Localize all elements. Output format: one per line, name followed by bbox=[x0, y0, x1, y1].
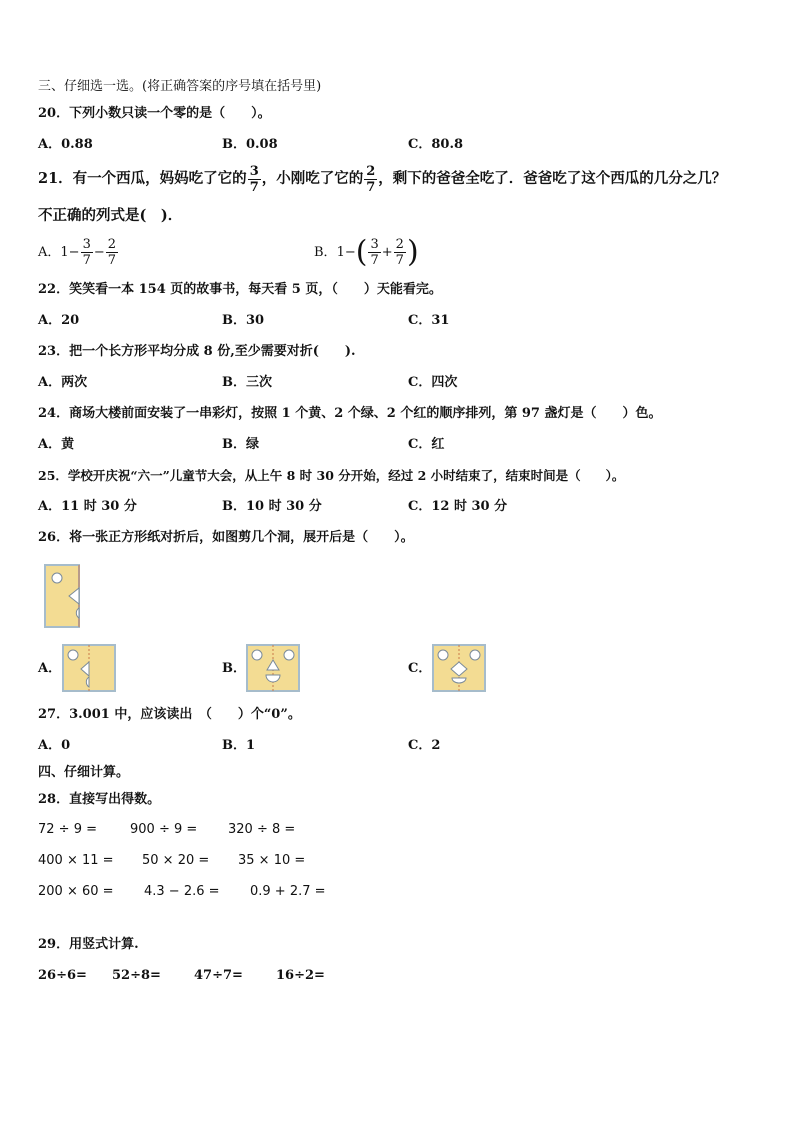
q21-option-b[interactable] bbox=[314, 236, 419, 270]
q21-b-label: B． bbox=[314, 245, 337, 260]
q21-a-minus2: − bbox=[93, 245, 105, 260]
q28-r2-c2: 50 × 20 = bbox=[142, 853, 210, 868]
q26-option-b[interactable]: B． bbox=[222, 661, 246, 676]
q21-fraction-2 bbox=[364, 165, 377, 194]
q28-r3-c3: 0.9 + 2.7 = bbox=[250, 884, 326, 899]
q23-option-a[interactable]: A．两次 bbox=[38, 375, 88, 390]
q27-option-a[interactable]: A．0 bbox=[38, 738, 71, 753]
q21-a-frac1-num: 3 bbox=[82, 237, 91, 252]
q21-fraction-1 bbox=[248, 165, 261, 194]
q28-r2-c1: 400 × 11 = bbox=[38, 853, 114, 868]
q21-a-frac2-num: 2 bbox=[107, 237, 117, 252]
q22-option-b[interactable]: B．30 bbox=[222, 313, 265, 328]
q20-option-a[interactable]: A．0.88 bbox=[38, 137, 93, 152]
q21-frac2-den: 7 bbox=[366, 179, 376, 195]
q21-a-frac2-den: 7 bbox=[107, 253, 117, 268]
q25-option-c[interactable]: C．12 时 30 分 bbox=[408, 499, 508, 514]
q28-r3-c2: 4.3 − 2.6 = bbox=[144, 884, 220, 899]
q27-text: 27．3.001 中，应该读出 （ ）个“0”。 bbox=[38, 707, 301, 722]
q21-b-lparen: ( bbox=[355, 234, 368, 270]
q26-option-c-figure[interactable] bbox=[432, 644, 486, 692]
q29-item-2: 52÷8= bbox=[112, 968, 161, 983]
q20-option-b[interactable]: B．0.08 bbox=[222, 137, 278, 152]
q26-text: 26．将一张正方形纸对折后，如图剪几个洞，展开后是（ ）。 bbox=[38, 530, 414, 545]
q21-a-frac1-den: 7 bbox=[82, 253, 91, 268]
folded-paper-figure bbox=[44, 564, 82, 630]
q29-item-1: 26÷6= bbox=[38, 968, 87, 983]
q21-option-a[interactable] bbox=[38, 236, 119, 270]
q21-a-frac2 bbox=[106, 238, 118, 267]
q23-text: 23．把一个长方形平均分成 8 份,至少需要对折( ). bbox=[38, 344, 356, 359]
q21-frac2-num: 2 bbox=[366, 163, 376, 179]
q26-option-b-figure[interactable] bbox=[246, 644, 300, 692]
q21-text bbox=[38, 164, 726, 194]
q20-option-c[interactable]: C．80.8 bbox=[408, 137, 464, 152]
q28-r2-c3: 35 × 10 = bbox=[238, 853, 306, 868]
q21-b-frac2-num: 2 bbox=[395, 237, 404, 252]
q22-text: 22．笑笑看一本 154 页的故事书，每天看 5 页，（ ）天能看完。 bbox=[38, 282, 442, 297]
q24-option-c[interactable]: C．红 bbox=[408, 437, 445, 452]
q23-option-b[interactable]: B．三次 bbox=[222, 375, 272, 390]
q21-b-rparen: ) bbox=[406, 234, 419, 270]
q21-text-part1: 21．有一个西瓜，妈妈吃了它的 bbox=[38, 170, 247, 187]
q24-text: 24．商场大楼前面安装了一串彩灯，按照 1 个黄、2 个绿、2 个红的顺序排列，第 97 盏灯是（ ）色。 bbox=[38, 406, 662, 421]
q21-frac1-den: 7 bbox=[249, 179, 259, 195]
section3-title: 三、仔细选一选。(将正确答案的序号填在括号里) bbox=[38, 79, 322, 94]
q21-a-label: A． bbox=[38, 245, 61, 260]
q25-option-b[interactable]: B．10 时 30 分 bbox=[222, 499, 322, 514]
q26-option-a-figure[interactable] bbox=[62, 644, 116, 692]
q28-r1-c2: 900 ÷ 9 = bbox=[130, 822, 198, 837]
q24-option-b[interactable]: B．绿 bbox=[222, 437, 259, 452]
q23-option-c[interactable]: C．四次 bbox=[408, 375, 458, 390]
q27-option-c[interactable]: C．2 bbox=[408, 738, 441, 753]
q20-text: 20．下列小数只读一个零的是（ ）。 bbox=[38, 106, 271, 121]
q21-a-minus1: − bbox=[68, 245, 80, 260]
q21-b-minus: − bbox=[344, 245, 356, 260]
q22-option-c[interactable]: C．31 bbox=[408, 313, 450, 328]
q28-r3-c1: 200 × 60 = bbox=[38, 884, 114, 899]
q29-item-3: 47÷7= bbox=[194, 968, 243, 983]
q26-option-a[interactable]: A． bbox=[38, 661, 62, 676]
q28-r1-c3: 320 ÷ 8 = bbox=[228, 822, 296, 837]
q26-option-c[interactable]: C． bbox=[408, 661, 432, 676]
q21-b-frac1-num: 3 bbox=[370, 237, 379, 252]
q21-b-frac1 bbox=[368, 238, 380, 267]
q21-b-frac2-den: 7 bbox=[395, 253, 404, 268]
q21-frac1-num: 3 bbox=[249, 163, 259, 179]
q21-b-frac2 bbox=[394, 238, 406, 267]
q24-option-a[interactable]: A．黄 bbox=[38, 437, 75, 452]
q21-text-part3: ，剩下的爸爸全吃了．爸爸吃了这个西瓜的几分之几？ bbox=[378, 170, 727, 187]
q21-b-one: 1 bbox=[336, 245, 345, 260]
q25-text: 25．学校开庆祝“六一”儿童节大会，从上午 8 时 30 分开始，经过 2 小时结束了，结束时间是（ ）。 bbox=[38, 468, 625, 483]
q21-text-part2: ，小刚吃了它的 bbox=[261, 170, 364, 187]
q21-b-frac1-den: 7 bbox=[370, 253, 379, 268]
q21-a-one: 1 bbox=[60, 245, 69, 260]
q21-b-plus: + bbox=[381, 245, 393, 260]
q28-r1-c1: 72 ÷ 9 = bbox=[38, 822, 97, 837]
q28-text: 28．直接写出得数。 bbox=[38, 792, 161, 807]
q29-text: 29．用竖式计算. bbox=[38, 937, 139, 952]
q27-option-b[interactable]: B．1 bbox=[222, 738, 256, 753]
section4-title: 四、仔细计算。 bbox=[38, 765, 130, 780]
q25-option-a[interactable]: A．11 时 30 分 bbox=[38, 499, 137, 514]
q21-line2: 不正确的列式是( )． bbox=[38, 207, 183, 224]
q21-a-frac1 bbox=[81, 238, 93, 267]
q29-item-4: 16÷2= bbox=[276, 968, 325, 983]
q22-option-a[interactable]: A．20 bbox=[38, 313, 80, 328]
